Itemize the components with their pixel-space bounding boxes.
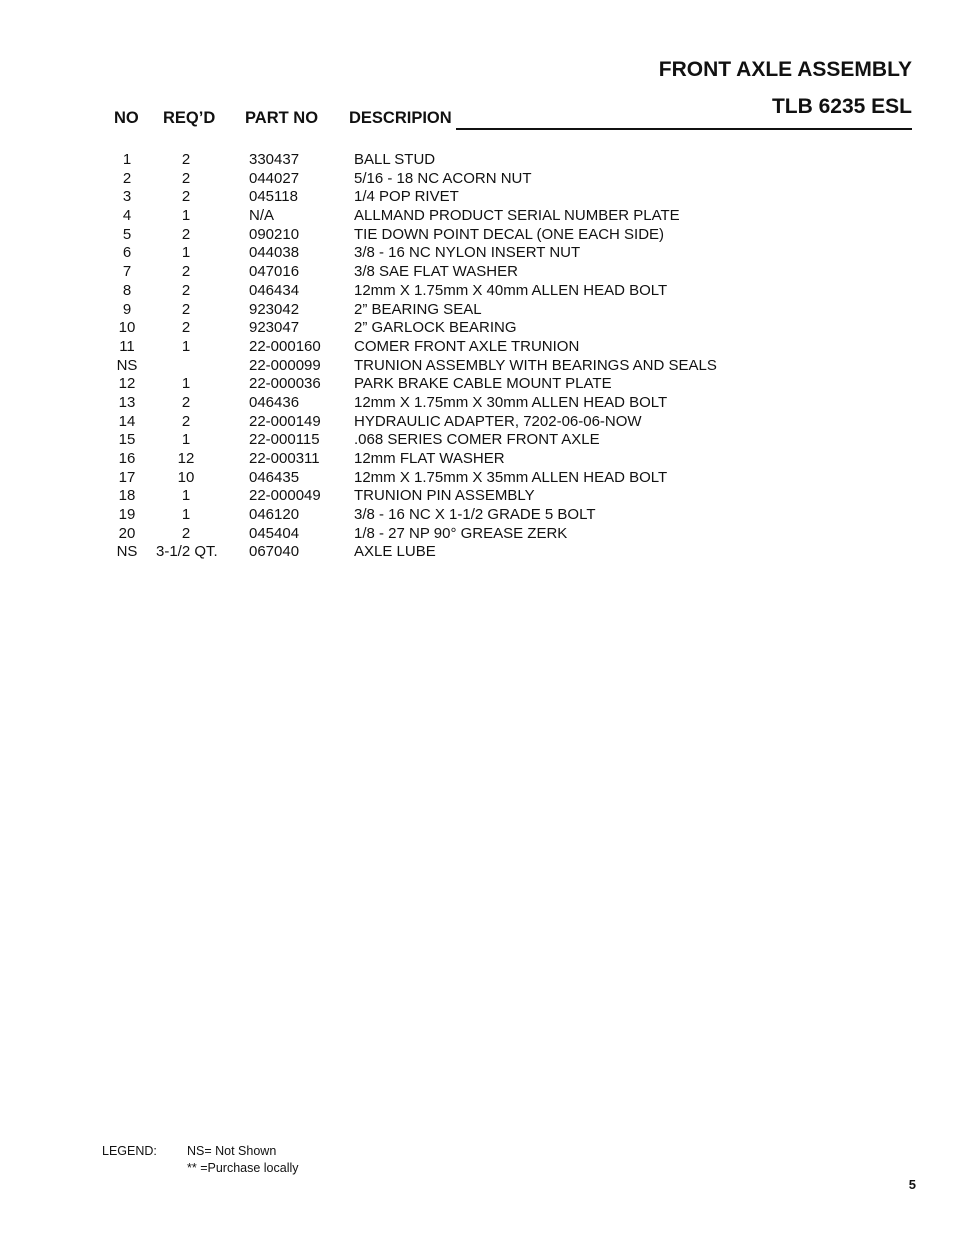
row-part-no: 067040 — [249, 543, 300, 561]
row-reqd: 12 — [177, 450, 195, 467]
row-part-no: 046436 — [249, 393, 300, 411]
row-part-no: 22-000099 — [249, 356, 321, 374]
row-part-no: 044027 — [249, 169, 300, 187]
column-header-reqd: REQ’D — [163, 109, 216, 127]
table-row — [0, 338, 954, 357]
row-reqd: 2 — [181, 225, 191, 243]
table-row — [0, 487, 954, 506]
row-description: AXLE LUBE — [354, 543, 436, 561]
row-description: TIE DOWN POINT DECAL (ONE EACH SIDE) — [354, 225, 665, 243]
table-row — [0, 226, 954, 245]
row-description: 1/8 - 27 NP 90° GREASE ZERK — [354, 524, 568, 542]
row-reqd: 2 — [181, 188, 191, 206]
row-description: 12mm X 1.75mm X 35mm ALLEN HEAD BOLT — [354, 468, 668, 486]
row-no: 19 — [118, 506, 136, 524]
row-no: 11 — [119, 337, 135, 355]
row-no: 9 — [122, 300, 132, 318]
column-header-description: DESCRIPION — [349, 109, 452, 127]
row-reqd: 2 — [181, 393, 191, 411]
row-description: 1/4 POP RIVET — [354, 188, 459, 206]
row-part-no: 045404 — [249, 524, 300, 542]
row-part-no: 046120 — [249, 506, 300, 524]
page-title: FRONT AXLE ASSEMBLY — [658, 58, 912, 81]
row-part-no: 047016 — [249, 263, 300, 281]
row-no: 7 — [122, 263, 132, 281]
table-row — [0, 506, 954, 525]
column-header-no: NO — [114, 109, 139, 127]
row-reqd: 2 — [181, 524, 191, 542]
row-description: 2” BEARING SEAL — [354, 300, 482, 318]
row-reqd: 1 — [181, 337, 191, 355]
row-reqd: 1 — [181, 244, 191, 262]
row-part-no: 22-000149 — [249, 412, 321, 430]
row-no: 1 — [122, 151, 132, 168]
row-description: TRUNION ASSEMBLY WITH BEARINGS AND SEALS — [354, 356, 717, 374]
table-row — [0, 244, 954, 263]
row-part-no: 22-000115 — [249, 431, 320, 449]
table-row — [0, 413, 954, 432]
row-reqd: 2 — [181, 300, 191, 318]
row-no: 14 — [118, 412, 136, 430]
legend-purchase-locally: ** =Purchase locally — [187, 1161, 299, 1175]
table-row — [0, 263, 954, 282]
table-row — [0, 151, 954, 170]
row-description: 3/8 SAE FLAT WASHER — [354, 263, 518, 281]
row-reqd: 2 — [181, 263, 191, 281]
row-part-no: 22-000049 — [249, 487, 321, 505]
row-no: 6 — [122, 244, 132, 262]
legend-label: LEGEND: — [102, 1144, 157, 1158]
row-no: 12 — [118, 375, 136, 393]
row-part-no: 22-000036 — [249, 375, 321, 393]
row-part-no: 046434 — [249, 281, 300, 299]
row-reqd: 10 — [177, 468, 195, 486]
row-no: 4 — [122, 207, 132, 225]
row-description: 3/8 - 16 NC X 1-1/2 GRADE 5 BOLT — [354, 506, 596, 524]
row-part-no: 046435 — [249, 468, 300, 486]
row-part-no: 044038 — [249, 244, 300, 262]
row-description: PARK BRAKE CABLE MOUNT PLATE — [354, 375, 612, 393]
parts-list — [0, 151, 954, 562]
row-reqd: 1 — [181, 431, 191, 449]
row-reqd: 2 — [181, 151, 191, 168]
table-row — [0, 375, 954, 394]
page-number: 5 — [908, 1177, 916, 1192]
row-no: 3 — [122, 188, 132, 206]
table-row — [0, 525, 954, 544]
row-no: 18 — [118, 487, 136, 505]
row-no: 13 — [118, 393, 136, 411]
row-part-no: 923047 — [249, 319, 300, 337]
table-row — [0, 357, 954, 376]
row-description: COMER FRONT AXLE TRUNION — [354, 337, 580, 355]
table-row — [0, 431, 954, 450]
table-row — [0, 282, 954, 301]
row-part-no: 090210 — [249, 225, 300, 243]
row-reqd: 3-1/2 QT. — [156, 543, 218, 561]
row-no: 8 — [122, 281, 132, 299]
row-reqd: 1 — [181, 375, 191, 393]
legend-not-shown: NS= Not Shown — [187, 1144, 277, 1158]
row-no: 15 — [118, 431, 136, 449]
row-description: 2” GARLOCK BEARING — [354, 319, 517, 337]
row-description: 12mm X 1.75mm X 30mm ALLEN HEAD BOLT — [354, 393, 668, 411]
row-no: 17 — [118, 468, 136, 486]
model-title: TLB 6235 ESL — [771, 95, 912, 118]
row-description: 12mm FLAT WASHER — [354, 450, 505, 467]
row-no: 10 — [118, 319, 136, 337]
column-header-part-no: PART NO — [245, 109, 319, 127]
row-no: NS — [116, 543, 138, 561]
row-part-no: 923042 — [249, 300, 300, 318]
table-row — [0, 319, 954, 338]
row-description: .068 SERIES COMER FRONT AXLE — [354, 431, 600, 449]
row-description: 3/8 - 16 NC NYLON INSERT NUT — [354, 244, 581, 262]
row-reqd: 2 — [181, 412, 191, 430]
row-description: ALLMAND PRODUCT SERIAL NUMBER PLATE — [354, 207, 680, 225]
row-part-no: 22-000160 — [249, 337, 321, 355]
table-row — [0, 170, 954, 189]
header-underline — [456, 128, 912, 130]
table-row — [0, 301, 954, 320]
row-reqd: 1 — [181, 487, 191, 505]
table-row — [0, 469, 954, 488]
table-row — [0, 450, 954, 469]
row-reqd: 2 — [181, 281, 191, 299]
row-no: 20 — [118, 524, 136, 542]
row-description: 12mm X 1.75mm X 40mm ALLEN HEAD BOLT — [354, 281, 668, 299]
row-reqd: 2 — [181, 169, 191, 187]
row-reqd: 1 — [181, 506, 191, 524]
table-row — [0, 207, 954, 226]
row-description: 5/16 - 18 NC ACORN NUT — [354, 169, 532, 187]
row-no: 5 — [122, 225, 132, 243]
row-no: 2 — [122, 169, 132, 187]
row-part-no: N/A — [249, 207, 275, 225]
row-description: TRUNION PIN ASSEMBLY — [354, 487, 535, 505]
row-description: BALL STUD — [354, 151, 436, 168]
row-reqd: 1 — [181, 207, 191, 225]
row-part-no: 045118 — [249, 188, 298, 206]
row-no: 16 — [118, 450, 136, 467]
table-row — [0, 394, 954, 413]
row-description: HYDRAULIC ADAPTER, 7202-06-06-NOW — [354, 412, 642, 430]
table-row — [0, 188, 954, 207]
row-reqd: 2 — [181, 319, 191, 337]
table-row — [0, 543, 954, 562]
row-part-no: 22-000311 — [249, 450, 320, 467]
row-no: NS — [116, 356, 138, 374]
row-part-no: 330437 — [249, 151, 300, 168]
